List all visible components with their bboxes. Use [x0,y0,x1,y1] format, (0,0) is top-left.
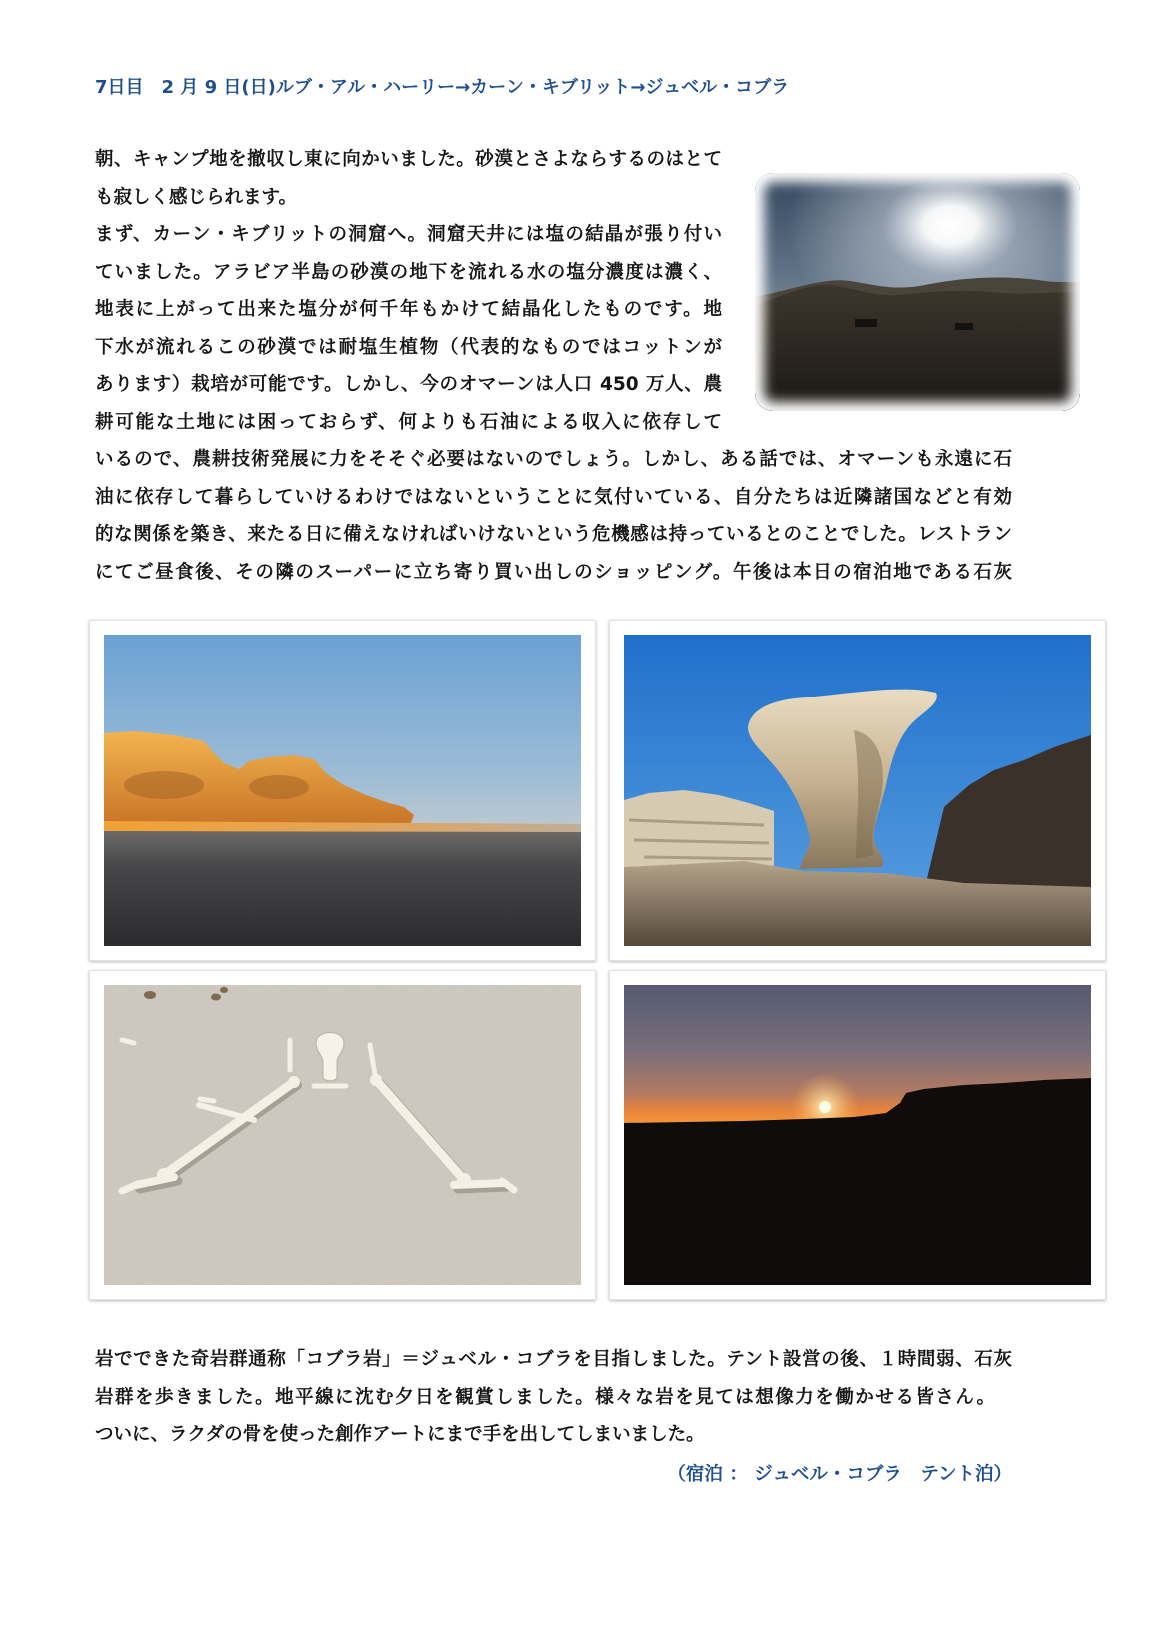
mushroom-rock-image [624,635,1091,946]
photo-vignette [755,173,1080,411]
cliff-shadow [249,775,309,799]
ground-texture [104,985,581,1285]
closing-paragraph [95,1341,1012,1454]
sunset-image [624,985,1091,1285]
body-text-line: 岩群を歩きました。地平線に沈む夕日を観賞しました。様々な岩を見ては想像力を働かせる皆さん。 [95,1386,995,1408]
body-text-line: 岩でできた奇岩群通称「コブラ岩」＝ジュベル・コブラを目指しました。テント設営の後、１時間弱、石灰 [95,1349,1012,1370]
small-bone [200,1099,214,1101]
body-text-line: にてご昼食後、その隣のスーパーに立ち寄り買い出しのショッピング。午後は本日の宿泊地である石灰 [95,561,1012,583]
body-text-line: まず、カーン・キブリットの洞窟へ。洞窟天井には塩の結晶が張り付い [95,224,722,245]
accommodation-note: （宿泊 ： ジュベル・コブラ テント泊） [667,1464,1012,1485]
desert-sun-photo [755,173,1080,411]
setting-sun [819,1101,831,1113]
day-heading: 7日目 2 月 9 日(日)ルブ・アル・ハーリー→カーン・キブリット→ジュベル・コブラ [95,77,790,98]
small-bone [122,1040,134,1043]
dry-dung [211,994,221,1001]
body-text-line: も寂しく感じられます。 [95,186,298,208]
dry-dung [144,991,156,999]
mushroom-rock-photo [624,635,1091,946]
sunlit-cliffs-photo [104,635,581,946]
body-text-line: 地表に上がって出来た塩分が何千年もかけて結晶化したものです。地 [95,299,722,320]
sunset-photo [624,985,1091,1285]
photo-frame-bones [89,970,596,1300]
body-text-line: 耕可能な土地には困っておらず、何よりも石油による収入に依存して [95,411,722,433]
body-text-line: あります）栽培が可能です。しかし、今のオマーンは人口 450 万人、農 [95,374,722,395]
body-text-line: 朝、キャンプ地を撤収し東に向かいました。砂漠とさよならするのはとて [95,149,722,170]
cliff-shadow [124,771,204,799]
camel-bone-art-photo [104,985,581,1285]
photo-frame-mushroom-rock [609,620,1106,961]
body-text-line: ついに、ラクダの骨を使った創作アートにまで手を出してしまいました。 [95,1424,705,1445]
dry-dung [220,987,228,993]
photo-frame-cliffs [89,620,596,961]
body-text-line: 下水が流れるこの砂漠では耐塩生植物（代表的なものではコットンが [95,336,722,358]
body-text-line: 的な関係を築き、来たる日に備えなければいけないという危機感は持っているとのことでした。レストラン [95,524,1012,545]
body-text-line: いるので、農耕技術発展に力をそそぐ必要はないのでしょう。しかし、ある話では、オマーンも永遠に石 [95,449,1012,470]
body-text-line: 油に依存して暮らしていけるわけではないということに気付いている、自分たちは近隣諸国などと有効 [95,486,1012,508]
camel-bone-art-image [104,985,581,1285]
photo-frame-sunset [609,970,1106,1300]
sunlit-cliffs-image [104,635,581,946]
dark-ground [104,831,581,946]
body-text-line: ていました。アラビア半島の砂漠の地下を流れる水の塩分濃度は濃く、 [95,261,722,283]
